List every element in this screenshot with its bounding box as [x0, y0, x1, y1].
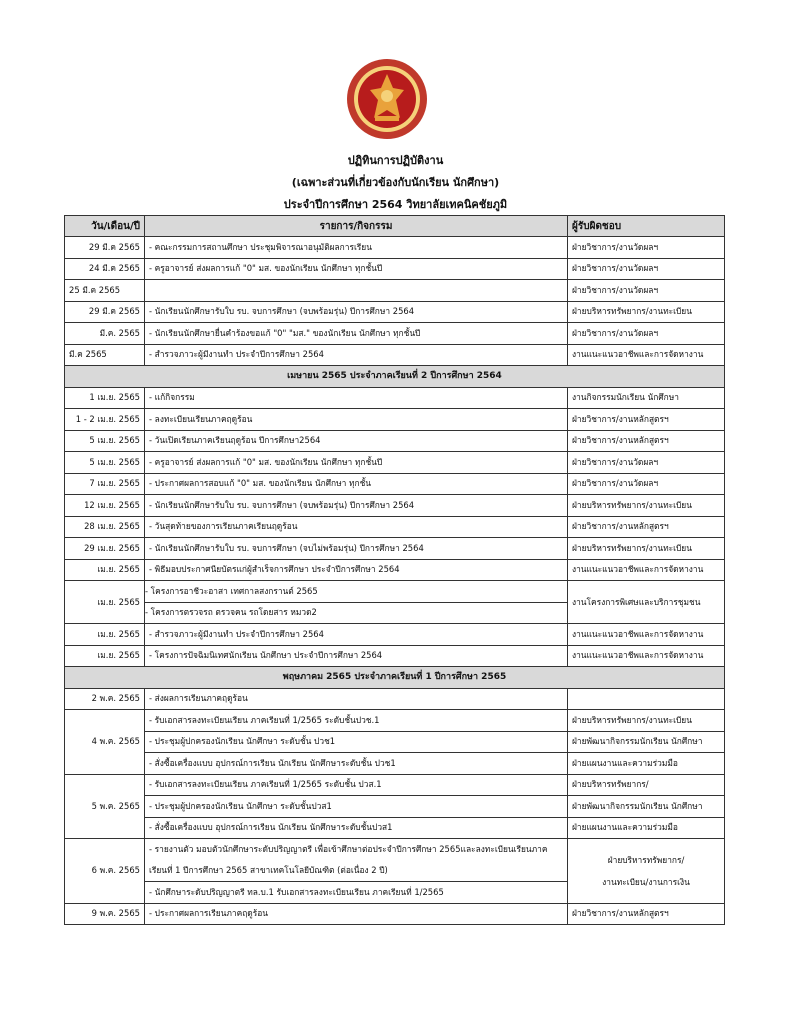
header-date: วัน/เดือน/ปี	[65, 216, 145, 237]
table-row	[65, 796, 725, 818]
row-responsible: ฝ่ายวิชาการ/งานหลักสูตรฯ	[568, 903, 725, 925]
seal-base	[375, 116, 399, 121]
row-date: 28 เม.ย. 2565	[65, 516, 145, 538]
row-responsible: ฝ่ายพัฒนากิจกรรมนักเรียน นักศึกษา	[568, 796, 725, 818]
row-date: เม.ย. 2565	[65, 581, 145, 624]
row-responsible: ฝ่ายบริหารทรัพยากร/งานทะเบียน	[568, 538, 725, 560]
table-row	[65, 495, 725, 517]
table-row	[65, 581, 725, 603]
row-activity: - รายงานตัว มอบตัวนักศึกษาระดับปริญญาตรี เพื่อเข้าศึกษาต่อประจำปีการศึกษา 2565และลงทะเบียนเรียนภาคเรียนที่ 1 ปีการศึกษา 2565 สาขาเทคโนโลยีบัณฑิต (ต่อเนื่อง 2 ปี)	[145, 839, 568, 882]
section-row-april	[65, 366, 725, 388]
section-row-may	[65, 667, 725, 689]
row-date: 24 มี.ค 2565	[65, 258, 145, 280]
row-activity: - แก้กิจกรรม	[145, 387, 568, 409]
row-responsible: งานแนะแนวอาชีพและการจัดหางาน	[568, 559, 725, 581]
row-activity: - ลงทะเบียนเรียนภาคฤดูร้อน	[145, 409, 568, 431]
row-responsible: งานแนะแนวอาชีพและการจัดหางาน	[568, 645, 725, 667]
responsible-line-1: ฝ่ายบริหารทรัพยากร/	[607, 854, 685, 865]
row-date: 4 พ.ค. 2565	[65, 710, 145, 775]
row-responsible: ฝ่ายบริหารทรัพยากร/งานทะเบียน	[568, 710, 725, 732]
table-row	[65, 624, 725, 646]
row-responsible: ฝ่ายวิชาการ/งานวัดผลฯ	[568, 473, 725, 495]
row-responsible: งานแนะแนวอาชีพและการจัดหางาน	[568, 344, 725, 366]
row-responsible: ฝ่ายวิชาการ/งานวัดผลฯ	[568, 323, 725, 345]
table-row	[65, 903, 725, 925]
row-activity: - โครงการอาชีวะอาสา เทศกาลสงกรานต์ 2565	[145, 581, 568, 603]
header-activity: รายการ/กิจกรรม	[145, 216, 568, 237]
table-row	[65, 839, 725, 882]
row-date: 5 เม.ย. 2565	[65, 452, 145, 474]
row-responsible: ฝ่ายวิชาการ/งานหลักสูตรฯ	[568, 409, 725, 431]
row-responsible: ฝ่ายวิชาการ/งานวัดผลฯ	[568, 258, 725, 280]
row-date: 5 เม.ย. 2565	[65, 430, 145, 452]
row-date: มี.ค. 2565	[65, 323, 145, 345]
row-responsible: งานโครงการพิเศษและบริการชุมชน	[568, 581, 725, 624]
row-activity: - คณะกรรมการสถานศึกษา ประชุมพิจารณาอนุมัติผลการเรียน	[145, 237, 568, 259]
college-logo	[346, 58, 428, 140]
row-activity: - นักศึกษาระดับปริญญาตรี ทล.บ.1 รับเอกสารลงทะเบียนเรียน ภาคเรียนที่ 1/2565	[145, 882, 568, 904]
table-header-row	[65, 216, 725, 237]
seal-emblem-center	[381, 90, 393, 102]
row-date: 29 มี.ค 2565	[65, 237, 145, 259]
table-row	[65, 258, 725, 280]
row-date: 6 พ.ค. 2565	[65, 839, 145, 904]
row-date: 29 มี.ค 2565	[65, 301, 145, 323]
row-activity: - ประกาศผลการสอบแก้ "0" มส. ของนักเรียน นักศึกษา ทุกชั้น	[145, 473, 568, 495]
table-row	[65, 774, 725, 796]
table-row	[65, 237, 725, 259]
row-date: 7 เม.ย. 2565	[65, 473, 145, 495]
row-activity: - นักเรียนนักศึกษารับใบ รบ. จบการศึกษา (จบพร้อมรุ่น) ปีการศึกษา 2564	[145, 495, 568, 517]
row-date: เม.ย. 2565	[65, 645, 145, 667]
row-activity: - สั่งซื้อเครื่องแบบ อุปกรณ์การเรียน นักเรียน นักศึกษาระดับชั้นปวส1	[145, 817, 568, 839]
row-responsible: งานแนะแนวอาชีพและการจัดหางาน	[568, 624, 725, 646]
row-responsible: ฝ่ายวิชาการ/งานวัดผลฯ	[568, 237, 725, 259]
row-responsible: ฝ่ายวิชาการ/งานวัดผลฯ	[568, 452, 725, 474]
table-row	[65, 452, 725, 474]
document-header	[0, 150, 791, 216]
table-row	[65, 387, 725, 409]
row-responsible	[568, 839, 725, 904]
section-title: พฤษภาคม 2565 ประจำภาคเรียนที่ 1 ปีการศึกษา 2565	[65, 667, 725, 689]
header-responsible: ผู้รับผิดชอบ	[568, 216, 725, 237]
table-row	[65, 688, 725, 710]
row-date: 9 พ.ค. 2565	[65, 903, 145, 925]
table-row	[65, 409, 725, 431]
row-responsible: ฝ่ายบริหารทรัพยากร/งานทะเบียน	[568, 495, 725, 517]
row-date: 1 - 2 เม.ย. 2565	[65, 409, 145, 431]
row-activity: - พิธีมอบประกาศนียบัตรแก่ผู้สำเร็จการศึกษา ประจำปีการศึกษา 2564	[145, 559, 568, 581]
table-row	[65, 817, 725, 839]
row-responsible	[568, 688, 725, 710]
row-date: 25 มี.ค 2565	[65, 280, 145, 302]
row-activity: - ครูอาจารย์ ส่งผลการแก้ "0" มส. ของนักเรียน นักศึกษา ทุกชั้นปี	[145, 258, 568, 280]
row-date: เม.ย. 2565	[65, 624, 145, 646]
row-activity: - รับเอกสารลงทะเบียนเรียน ภาคเรียนที่ 1/2565 ระดับชั้น ปวส.1	[145, 774, 568, 796]
row-activity: - สั่งซื้อเครื่องแบบ อุปกรณ์การเรียน นักเรียน นักศึกษาระดับชั้น ปวช1	[145, 753, 568, 775]
row-activity: - ประกาศผลการเรียนภาคฤดูร้อน	[145, 903, 568, 925]
schedule-table	[64, 215, 725, 925]
table-row	[65, 645, 725, 667]
row-activity: - ประชุมผู้ปกครองนักเรียน นักศึกษา ระดับชั้นปวส1	[145, 796, 568, 818]
table-row	[65, 344, 725, 366]
responsible-line-2: งานทะเบียน/งานการเงิน	[602, 876, 690, 887]
table-row	[65, 753, 725, 775]
college-seal-icon	[346, 58, 428, 140]
row-date: มี.ค 2565	[65, 344, 145, 366]
row-activity: - นักเรียนนักศึกษารับใบ รบ. จบการศึกษา (จบพร้อมรุ่น) ปีการศึกษา 2564	[145, 301, 568, 323]
row-responsible: ฝ่ายวิชาการ/งานวัดผลฯ	[568, 280, 725, 302]
row-activity: - นักเรียนนักศึกษารับใบ รบ. จบการศึกษา (จบไม่พร้อมรุ่น) ปีการศึกษา 2564	[145, 538, 568, 560]
row-responsible: ฝ่ายแผนงานและความร่วมมือ	[568, 817, 725, 839]
row-activity: - สำรวจภาวะผู้มีงานทำ ประจำปีการศึกษา 2564	[145, 624, 568, 646]
table-row	[65, 323, 725, 345]
row-activity	[145, 280, 568, 302]
table-row	[65, 516, 725, 538]
row-responsible: งานกิจกรรมนักเรียน นักศึกษา	[568, 387, 725, 409]
section-title: เมษายน 2565 ประจำภาคเรียนที่ 2 ปีการศึกษา 2564	[65, 366, 725, 388]
row-date: เม.ย. 2565	[65, 559, 145, 581]
table-row	[65, 710, 725, 732]
row-responsible: ฝ่ายพัฒนากิจกรรมนักเรียน นักศึกษา	[568, 731, 725, 753]
table-row	[65, 301, 725, 323]
table-row	[65, 538, 725, 560]
row-date: 5 พ.ค. 2565	[65, 774, 145, 839]
document-year-line: ประจำปีการศึกษา 2564 วิทยาลัยเทคนิคชัยภูมิ	[283, 198, 508, 211]
row-activity: - ส่งผลการเรียนภาคฤดูร้อน	[145, 688, 568, 710]
row-responsible: ฝ่ายวิชาการ/งานหลักสูตรฯ	[568, 516, 725, 538]
document-subtitle: (เฉพาะส่วนที่เกี่ยวข้องกับนักเรียน นักศึกษา)	[291, 176, 500, 189]
table-row	[65, 473, 725, 495]
row-activity: - โครงการปัจฉิมนิเทศนักเรียน นักศึกษา ประจำปีการศึกษา 2564	[145, 645, 568, 667]
row-date: 2 พ.ค. 2565	[65, 688, 145, 710]
table-row	[65, 430, 725, 452]
row-date: 29 เม.ย. 2565	[65, 538, 145, 560]
table-row	[65, 559, 725, 581]
table-row	[65, 731, 725, 753]
table-row	[65, 280, 725, 302]
row-activity: - ประชุมผู้ปกครองนักเรียน นักศึกษา ระดับชั้น ปวช1	[145, 731, 568, 753]
row-responsible: ฝ่ายแผนงานและความร่วมมือ	[568, 753, 725, 775]
document-title: ปฏิทินการปฏิบัติงาน	[347, 154, 444, 167]
row-activity: - นักเรียนนักศึกษายื่นคำร้องขอแก้ "0" "มส." ของนักเรียน นักศึกษา ทุกชั้นปี	[145, 323, 568, 345]
row-activity: - สำรวจภาวะผู้มีงานทำ ประจำปีการศึกษา 2564	[145, 344, 568, 366]
row-activity: - วันสุดท้ายของการเรียนภาคเรียนฤดูร้อน	[145, 516, 568, 538]
row-date: 1 เม.ย. 2565	[65, 387, 145, 409]
row-responsible: ฝ่ายบริหารทรัพยากร/งานทะเบียน	[568, 301, 725, 323]
row-responsible: ฝ่ายวิชาการ/งานหลักสูตรฯ	[568, 430, 725, 452]
row-activity: - ครูอาจารย์ ส่งผลการแก้ "0" มส. ของนักเรียน นักศึกษา ทุกชั้นปี	[145, 452, 568, 474]
row-date: 12 เม.ย. 2565	[65, 495, 145, 517]
row-activity: - รับเอกสารลงทะเบียนเรียน ภาคเรียนที่ 1/2565 ระดับชั้นปวช.1	[145, 710, 568, 732]
row-activity: - โครงการตรวจรถ ตรวจคน รถโดยสาร หมวด2	[145, 602, 568, 624]
row-responsible: ฝ่ายบริหารทรัพยากร/	[568, 774, 725, 796]
row-activity: - วันเปิดเรียนภาคเรียนฤดูร้อน ปีการศึกษา2564	[145, 430, 568, 452]
